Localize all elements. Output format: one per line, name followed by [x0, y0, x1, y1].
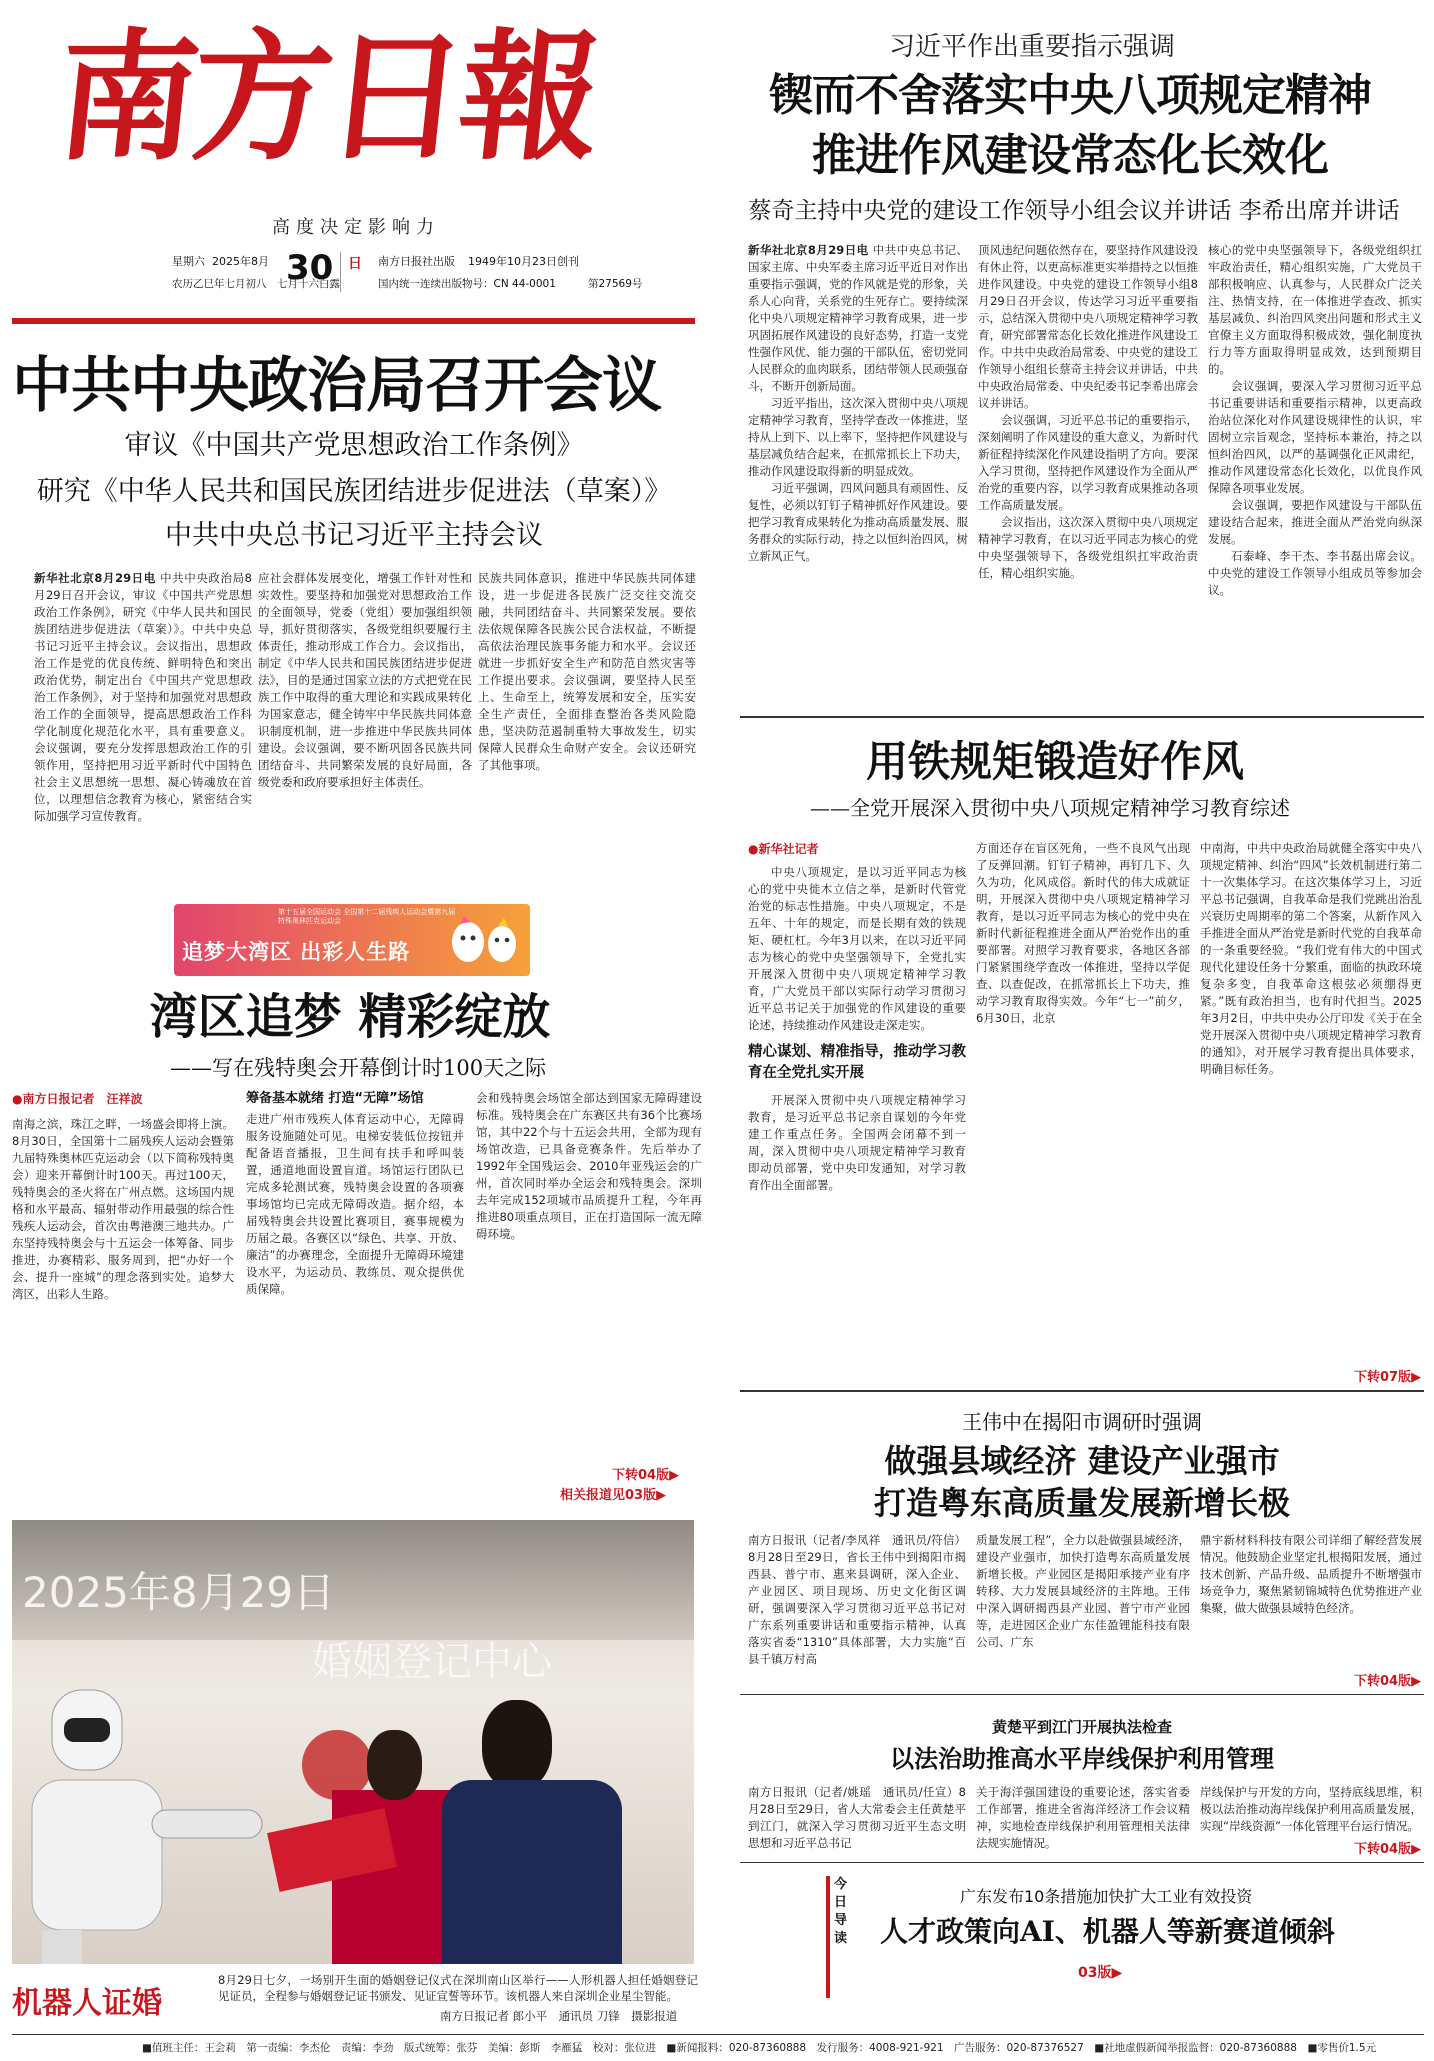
paper-seal-icon: 日	[348, 256, 362, 272]
bay-col2-heading: 筹备基本就绪 打造“无障”场馆	[246, 1091, 424, 1106]
digest-kicker: 广东发布10条措施加快扩大工业有效投资	[960, 1887, 1253, 1906]
iron-rules-column-2	[976, 840, 1190, 1382]
iron-rules-turn-page[interactable]: 下转07版▶	[1354, 1370, 1422, 1385]
top-story-col2-para2: 会议强调，习近平总书记的重要指示，深刻阐明了作风建设的重大意义，为新时代新征程持续深化作风建设指明了方向。要深入学习贯彻，坚持把作风建设作为全面从严治党的重要内容，以学习教育成果推动各项工作高质量发展。	[978, 413, 1198, 512]
bay-subtitle: ——写在残特奥会开幕倒计时100天之际	[170, 1056, 547, 1080]
issue-number: 第27569号	[588, 278, 643, 290]
iron-rules-byline-text: ●新华社记者	[748, 842, 819, 856]
top-story-col2-text: 顶风违纪问题依然存在，要坚持作风建设没有休止符，以更高标准更实举措持之以恒推进作风建设。中央党的建设工作领导小组8月29日召开会议，传达学习习近平重要指示，总结深入贯彻中央八项规定精神学习教育，研究部署常态化长效化推进作风建设工作。中共中央政治局常委、中央党的建设工作领导小组组长蔡奇主持会议并讲话，中共中央政治局常委、中央纪委书记李希出席会议并讲话。	[978, 243, 1198, 410]
man-in-jacket	[442, 1780, 622, 1964]
iron-rules-col1-heading: 精心谋划、精准指导，推动学习教育在全党扎实开展	[748, 1044, 966, 1081]
politburo-col3-text: 民族共同体意识，推进中华民族共同体建设，进一步促进各民族广泛交往交流交融，共同团结奋斗、共同繁荣发展。要依法依规保障各民族公民合法权益，不断提高依法治理民族事务能力和水平。会议还就进一步抓好安全生产和防范自然灾害等工作提出要求。会议强调，要坚持人民至上、生命至上，统筹发展和安全，压实安全生产责任，全面排查整治各类风险隐患，坚决防范遏制重特大事故发生，切实保障人民群众生命财产安全。会议还研究了其他事项。	[478, 571, 696, 772]
iron-rules-column-3	[1200, 840, 1422, 1360]
jiangmen-column-2	[976, 1784, 1190, 1854]
year-month: 2025年8月	[212, 255, 269, 268]
politburo-col2-text: 应社会群体发展变化，增强工作针对性和实效性。要坚持和加强党对思想政治工作的全面领导，党委（党组）要加强组织领导，抓好贯彻落实，各级党组织要履行主体责任，推动形成工作合力。会议指出，制定《中华人民共和国民族团结进步促进法》，目的是通过国家立法的方式把党在民族工作中取得的重大理论和实践成果转化为国家意志，健全铸牢中华民族共同体意识制度机制，进一步推进中华民族共同体建设。会议强调，要不断巩固各民族共同团结奋斗、共同繁荣发展的良好局面，各级党委和政府要承担好主体责任。	[258, 571, 472, 789]
digest-title[interactable]: 人才政策向AI、机器人等新赛道倾斜	[880, 1915, 1335, 1948]
iron-rules-title: 用铁规矩锻造好作风	[866, 737, 1245, 786]
jiangmen-turn-page[interactable]: 下转04版▶	[1354, 1842, 1422, 1857]
bay-title: 湾区追梦 精彩绽放	[149, 989, 551, 1045]
top-story-subtitle: 蔡奇主持中央党的建设工作领导小组会议并讲话 李希出席并讲话	[748, 198, 1400, 224]
top-story-column-3	[1208, 242, 1422, 712]
bay-col2-text: 走进广州市残疾人体育运动中心，无障碍服务设施随处可见。电梯安装低位按钮并配备语音播报，卫生间有扶手和呼叫装置，通道地面设置盲道。场馆运行团队已完成多轮测试赛，残特奥会设置的各项赛事场馆均已完成无障碍改造。据介绍，本届残特奥会共设置比赛项目，赛事规模为历届之最。各赛区以“绿色、共享、开放、廉洁”的办赛理念，全面提升无障碍环境建设水平，为运动员、教练员、观众提供优质保障。	[246, 1112, 464, 1296]
jiangmen-col3-text: 岸线保护与开发的方向，坚持底线思维，积极以法治推动海岸线保护利用高质量发展，实现“岸线资源”一体化管理平台运行情况。	[1200, 1785, 1422, 1833]
humanoid-robot-icon	[12, 1670, 272, 1964]
jiangmen-bottom-rule	[740, 1862, 1424, 1863]
photo-caption	[218, 1972, 698, 2008]
top-story-col3-para4: 石泰峰、李干杰、李书磊出席会议。中央党的建设工作领导小组成员等参加会议。	[1208, 549, 1422, 597]
publisher: 南方日报社出版	[378, 255, 455, 268]
jiangmen-col2-text: 关于海洋强国建设的重要论述，落实省委工作部署，推进全省海洋经济工作会议精神，实地检查岸线保护利用管理相关法律法规实施情况。	[976, 1785, 1190, 1850]
politburo-dateline: 新华社北京8月29日电	[34, 571, 156, 585]
jieyang-title-2: 打造粤东高质量发展新增长极	[873, 1484, 1290, 1522]
masthead-rule	[12, 318, 695, 324]
footer-rule	[12, 2034, 1424, 2035]
jieyang-column-2	[976, 1532, 1190, 1688]
top-story-col1-para3: 习近平强调，四风问题具有顽固性、反复性，必须以钉钉子精神抓好作风建设。要把学习教育成果转化为推动高质量发展、服务群众的实际行动，持之以恒纠治四风，树立新风正气。	[748, 481, 968, 563]
man-head	[482, 1700, 552, 1790]
masthead-logo: 南方日報	[49, 16, 603, 180]
politburo-title: 中共中央政治局召开会议	[12, 351, 661, 421]
digest-label-text: 今日导读	[834, 1877, 848, 1946]
jiangmen-column-1	[748, 1784, 966, 1854]
iron-rules-subtitle: ——全党开展深入贯彻中央八项规定精神学习教育综述	[810, 796, 1290, 820]
jieyang-column-1	[748, 1532, 966, 1688]
day-number: 30	[286, 248, 334, 288]
jieyang-column-3	[1200, 1532, 1422, 1666]
masthead	[10, 10, 730, 242]
photo-backdrop-text-2: 婚姻登记中心	[312, 1639, 552, 1685]
politburo-column-2	[258, 570, 472, 852]
iron-rules-col3-text: 中南海，中共中央政治局就健全落实中央八项规定精神、纠治“四风”长效机制进行第二十一次集体学习。在这次集体学习上，习近平总书记强调，自我革命是我们党跳出治乱兴衰历史周期率的第二个答案，从新作风入手推进全面从严治党是新时代党的自我革命的一条重要经验。“我们党有伟大的中国式现代化建设任务十分繁重，面临的执政环境复杂多变，自我革命这根弦必须绷得更紧。”既有政治担当，也有时代担当。2025年3月2日，中共中央办公厅印发《关于在全党开展深入贯彻中央八项规定精神学习教育的通知》，对开展学习教育提出具体要求，明确目标任务。	[1200, 841, 1422, 1076]
top-story-title-2: 推进作风建设常态化长效化	[812, 130, 1328, 181]
iron-rules-col1-text: 中央八项规定，是以习近平同志为核心的党中央徙木立信之举，是新时代管党治党的标志性措施。中央八项规定，不是五年、十年的规定，而是长期有效的铁规矩、硬杠杠。今年3月以来，在以习近平同志为核心的党中央坚强领导下，全党扎实开展深入贯彻中央八项规定精神学习教育，广大党员干部以实际行动学习贯彻习近平总书记关于加强党的作风建设的重要论述，持续推动作风建设走深走实。	[748, 865, 966, 1032]
bay-banner	[174, 904, 530, 976]
photo-backdrop-text: 2025年8月29日	[22, 1568, 336, 1617]
masthead-slogan: 高度决定影响力	[272, 217, 440, 238]
founded: 1949年10月23日创刊	[468, 255, 579, 268]
top-story-bottom-rule	[740, 716, 1424, 718]
iron-rules-col2-text: 方面还存在盲区死角，一些不良风气出现了反弹回潮。钉钉子精神，再钉几下、久久为功，化风成俗。新时代的伟大成就证明，开展深入贯彻中央八项规定精神学习教育，是以习近平同志为核心的党中央在新时代新征程推进全面从严治党作出的重要部署。对照学习教育要求，各地区各部门紧紧围绕学查改一体推进，坚持以学促查、以查促改，在抓常抓长上下功夫，推动学习教育取得实效。今年“七一”前夕，6月30日，北京	[976, 841, 1190, 1025]
jieyang-col3-text: 鼎宇新材料科技有限公司详细了解经营发展情况。他鼓励企业坚定扎根揭阳发展，通过技术创新、产品升级、品质提升不断增强市场竞争力，聚焦紧韧锦城特色优势推进产业集聚，做大做强县域特色经济。	[1200, 1533, 1422, 1615]
photo-caption-title: 机器人证婚	[12, 1986, 162, 2021]
politburo-sub-1: 审议《中国共产党思想政治工作条例》	[124, 430, 584, 461]
jieyang-bottom-rule	[740, 1694, 1424, 1695]
top-story-column-1	[748, 242, 968, 712]
jiangmen-kicker: 黄楚平到江门开展执法检查	[991, 1718, 1172, 1736]
top-story-col2-para3: 会议指出，这次深入贯彻中央八项规定精神学习教育，在以习近平同志为核心的党中央坚强领导下，各级党组织扛牢政治责任，精心组织实施。	[978, 515, 1198, 580]
politburo-col1-text: 中共中央政治局8月29日召开会议，审议《中国共产党思想政治工作条例》，研究《中华人民共和国民族团结进步促进法（草案）》。中共中央总书记习近平主持会议。会议指出，思想政治工作是党的优良传统、鲜明特色和突出政治优势，制定出台《中国共产党思想政治工作条例》，对于坚持和加强党对思想政治工作的全面领导，提高思想政治工作科学化制度化规范化水平，具有重要意义。会议强调，要充分发挥思想政治工作的引领作用，坚持把用习近平新时代中国特色社会主义思想统一思想、凝心铸魂放在首位，以理想信念教育为核心，紧密结合实际加强学习宣传教育。	[34, 571, 252, 823]
jiangmen-col1-text: 南方日报讯（记者/姚瑶 通讯员/任宣）8月28日至29日，省人大常委会主任黄楚平到江门，就深入学习贯彻习近平生态文明思想和习近平总书记	[748, 1785, 966, 1850]
cn-number: 国内统一连续出版物号：CN 44-0001	[378, 278, 556, 290]
photo-credit: 南方日报记者 郎小平 通讯员 刀锋 摄影报道	[440, 2009, 678, 2023]
top-story-col1-para2: 习近平指出，这次深入贯彻中央八项规定精神学习教育，坚持学查改一体推进，坚持从上到下、以上率下，坚持把作风建设与基层减负结合起来，在抓常抓长上下功夫，推动作风建设取得新的明显成效。	[748, 396, 968, 478]
jieyang-kicker: 王伟中在揭阳市调研时强调	[962, 1410, 1202, 1434]
iron-rules-column-1	[748, 864, 966, 1384]
date-block	[172, 248, 732, 302]
iron-rules-bottom-rule	[740, 1390, 1424, 1392]
politburo-column-1	[34, 570, 252, 852]
digest-turn-page[interactable]: 03版▶	[1078, 1965, 1123, 1981]
bay-column-3	[476, 1090, 702, 1456]
lunar-date: 农历乙巳年七月初八 七月十六白露	[172, 278, 340, 290]
mascot-icon	[444, 912, 524, 972]
footer-info: ■值班主任：王会莉 第一责编：李杰伦 责编：李劲 版式统筹：张芬 美编：彭斯 李雁猛 校对：张位进 ■新闻报料：020-87360888 发行服务：4008-921-921 广告服务：020-87376527 ■社地虚假新闻举报监督：020-87360888 ■零售价1.5元	[142, 2042, 1377, 2054]
robot-wedding-photo	[12, 1520, 694, 1964]
bay-col3-text: 会和残特奥会场馆全部达到国家无障碍建设标准。残特奥会在广东赛区共有36个比赛场馆，其中22个与十五运会共用，全部为现有场馆改造，已具备竞赛条件。先后举办了1992年全国残运会、2010年亚残运会的广州，首次同时举办全运会和残特奥会。深圳去年完成152项城市品质提升工程，今年再推进80项重点项目，正在打造国际一流无障碍环境。	[476, 1091, 702, 1241]
photo-caption-text: 8月29日七夕，一场别开生面的婚姻登记仪式在深圳南山区举行——人形机器人担任婚姻登记见证员，全程参与婚姻登记证书颁发、见证宣誓等环节。该机器人来自深圳企业星尘智能。	[218, 1973, 698, 2003]
bay-banner-text: 追梦大湾区 出彩人生路	[182, 940, 411, 964]
politburo-sub-2: 研究《中华人民共和国民族团结进步促进法（草案）》	[36, 476, 672, 507]
top-story-col3-para2: 会议强调，要深入学习贯彻习近平总书记重要讲话和重要指示精神，以更高政治站位深化对作风建设规律性的认识，牢固树立宗旨观念，坚持标本兼治，持之以恒纠治四风，以严的基调强化正风肃纪，推动作风建设常态化长效化，以优良作风保障各项事业发展。	[1208, 379, 1422, 495]
top-story-col3-text: 核心的党中央坚强领导下，各级党组织扛牢政治责任，精心组织实施，广大党员干部积极响应、认真参与，人民群众广泛关注、热情支持，在一体推进学查改、抓实基层减负、纠治四风突出问题和形式主义官僚主义方面取得积极成效，强化制度执行力等方面取得明显成效，达到预期目的。	[1208, 243, 1422, 376]
bay-related[interactable]: 相关报道见03版▶	[560, 1488, 667, 1503]
jieyang-turn-page[interactable]: 下转04版▶	[1354, 1674, 1422, 1689]
top-story-dateline: 新华社北京8月29日电	[748, 243, 869, 257]
jieyang-col1-text: 南方日报讯（记者/李凤祥 通讯员/符信）8月28日至29日，省长王伟中到揭阳市揭西县、普宁市、惠来县调研，深入企业、产业园区、项目现场、历史文化街区调研，强调要深入学习贯彻习近平总书记对广东系列重要讲话和重要指示精神，认真落实省委“1310”具体部署，大力实施“百县千镇万村高	[748, 1533, 966, 1666]
bay-column-1	[12, 1116, 234, 1502]
divider	[340, 252, 341, 292]
bay-turn-page[interactable]: 下转04版▶	[612, 1468, 680, 1483]
bay-column-2	[246, 1090, 464, 1502]
top-story-col1-text: 中共中央总书记、国家主席、中央军委主席习近平近日对作出重要指示强调，党的作风就是党的形象，关系人心向背，关系党的生死存亡。要持续深化中央八项规定精神学习教育成果，进一步巩固拓展作风建设的良好态势，打造一支党性强作风优、能力强的干部队伍，密切党同人民群众的血肉联系，团结带领人民顽强奋斗，不断开创新局面。	[748, 243, 968, 393]
jiangmen-column-3	[1200, 1784, 1422, 1834]
bay-byline	[12, 1090, 142, 1107]
digest-label	[826, 1876, 848, 1998]
jieyang-col2-text: 质量发展工程”，全力以赴做强县域经济，建设产业强市，加快打造粤东高质量发展新增长极。产业园区是揭阳承接产业有序转移、大力发展县域经济的主阵地。王伟中深入调研揭西县产业园、普宁市产业园等，走进园区企业广东佳盈锂能科技有限公司、广东	[976, 1533, 1190, 1649]
top-story-title-1: 锲而不舍落实中央八项规定精神	[769, 70, 1371, 121]
politburo-sub-3: 中共中央总书记习近平主持会议	[165, 520, 543, 551]
bay-col1-text: 南海之滨，珠江之畔，一场盛会即将上演。8月30日，全国第十二届残疾人运动会暨第九届特殊奥林匹克运动会（以下简称残特奥会）迎来开幕倒计时100天。再过100天，残特奥会的圣火将在广州点燃。这场国内规格和水平最高、辐射带动作用最强的综合性残疾人运动会，首次由粤港澳三地共办。广东坚持残特奥会与十五运会一体筹备、同步推进，办赛精彩、服务周到，把“办好一个会、提升一座城”的理念落到实处。追梦大湾区，出彩人生路。	[12, 1117, 234, 1301]
top-story-column-2	[978, 242, 1198, 712]
jiangmen-title: 以法治助推高水平岸线保护利用管理	[890, 1744, 1274, 1773]
top-story-col3-para3: 会议强调，要把作风建设与干部队伍建设结合起来，推进全面从严治党向纵深发展。	[1208, 498, 1422, 546]
woman-head	[367, 1730, 422, 1800]
politburo-column-3	[478, 570, 696, 852]
iron-rules-byline	[748, 840, 818, 857]
bay-banner-small: 第十五届全国运动会 全国第十二届残疾人运动会暨第九届特殊奥林匹克运动会	[278, 908, 456, 925]
top-story-kicker: 习近平作出重要指示强调	[888, 32, 1175, 62]
jieyang-title-1: 做强县域经济 建设产业强市	[884, 1442, 1280, 1480]
bay-byline-text: ●南方日报记者 汪祥波	[12, 1092, 143, 1106]
weekday: 星期六	[172, 255, 205, 268]
iron-rules-col1-para2: 开展深入贯彻中央八项规定精神学习教育，是习近平总书记亲自谋划的今年党建工作重点任务。全国两会闭幕不到一周，深入贯彻中央八项规定精神学习教育即动员部署，党中央印发通知，对学习教育作出全面部署。	[748, 1093, 966, 1192]
